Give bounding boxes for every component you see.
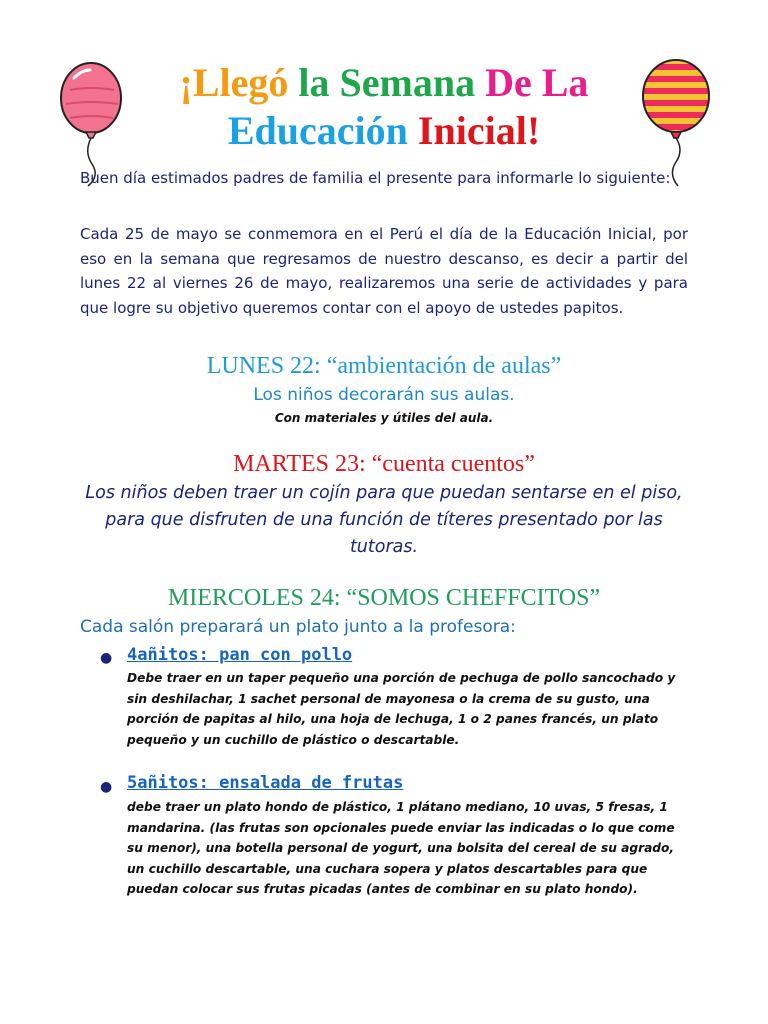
item-4-years-title: 4añitos: pan con pollo bbox=[127, 645, 353, 665]
intro-paragraph: Buen día estimados padres de familia el presente para informarle lo siguiente: bbox=[80, 169, 671, 187]
title-word-de-la: De La bbox=[485, 60, 589, 105]
monday-line-1: Los niños decorarán sus aulas. bbox=[253, 385, 515, 405]
monday-line-2: Con materiales y útiles del aula. bbox=[274, 411, 494, 425]
bullet-icon: ● bbox=[100, 779, 113, 795]
item-5-years-title: 5añitos: ensalada de frutas bbox=[127, 773, 404, 793]
title-word-la-semana: la Semana bbox=[298, 60, 476, 105]
page-title-line-2 bbox=[120, 106, 648, 156]
monday-heading: LUNES 22: “ambientación de aulas” bbox=[206, 353, 562, 379]
bullet-icon: ● bbox=[100, 650, 113, 666]
item-4-years-detail: Debe traer en un taper pequeño una porción de pechuga de pollo sancochado y sin deshilachar, 1 sachet personal de mayonesa o la crema de su gusto, una porción de papitas al hilo, una hoja de lechuga, 1 o 2 panes francés, un plato pequeño y un cuchillo de plástico o descartable. bbox=[127, 671, 676, 747]
wednesday-intro: Cada salón preparará un plato junto a la profesora: bbox=[80, 617, 516, 637]
page-title-line-1 bbox=[120, 58, 648, 108]
title-word-llego: ¡Llegó bbox=[179, 60, 289, 105]
item-5-years-detail: debe traer un plato hondo de plástico, 1 plátano mediano, 10 uvas, 5 fresas, 1 mandarina. (las frutas son opcionales puede enviar las indicadas o lo que come su menor), una botella personal de yogurt, una bolsita del cereal de su agrado, un cuchillo descartable, una cuchara sopera y platos descartables para que puedan colocar sus frutas picadas (antes de combinar en su plato hondo). bbox=[127, 800, 675, 896]
title-word-inicial: Inicial! bbox=[417, 108, 541, 153]
title-word-educacion: Educación bbox=[227, 108, 408, 153]
tuesday-text: Los niños deben traer un cojín para que puedan sentarse en el piso, para que disfruten de una función de títeres presentado por las tutoras. bbox=[85, 483, 683, 557]
body-paragraph: Cada 25 de mayo se conmemora en el Perú el día de la Educación Inicial, por eso en la semana que regresamos de nuestro descanso, es decir a partir del lunes 22 al viernes 26 de mayo, realizaremos una serie de actividades y para que logre su objetivo queremos contar con el apoyo de ustedes papitos. bbox=[80, 225, 688, 317]
tuesday-heading: MARTES 23: “cuenta cuentos” bbox=[233, 451, 535, 477]
wednesday-heading: MIERCOLES 24: “SOMOS CHEFFCITOS” bbox=[167, 585, 601, 611]
